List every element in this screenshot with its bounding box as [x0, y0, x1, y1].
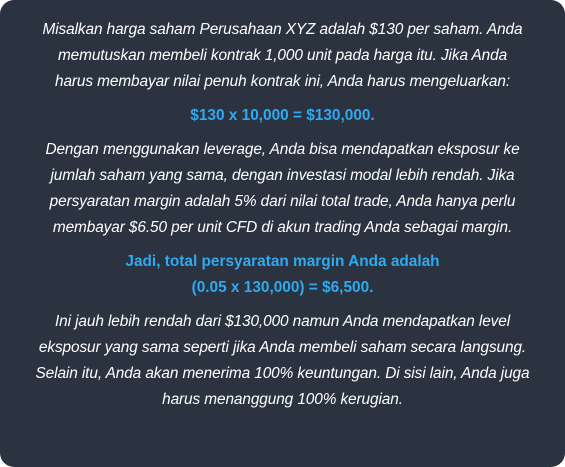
- text-line: Dengan menggunakan leverage, Anda bisa mendapatkan eksposur ke: [45, 141, 520, 158]
- text-line: Selain itu, Anda akan menerima 100% keuntungan. Di sisi lain, Anda juga: [35, 365, 530, 382]
- highlight-line: (0.05 x 130,000) = $6,500.: [191, 279, 374, 296]
- leverage-paragraph: [18, 137, 547, 241]
- text-line: eksposur yang sama seperti jika Anda membeli saham secara langsung.: [38, 339, 527, 356]
- text-line: memutuskan membeli kontrak 1,000 unit pada harga itu. Jika Anda: [57, 47, 508, 64]
- text-line: harus membayar nilai penuh kontrak ini, Anda harus mengeluarkan:: [54, 73, 510, 90]
- margin-calculation: [18, 249, 547, 301]
- highlight-line: Jadi, total persyaratan margin Anda adalah: [125, 253, 440, 270]
- text-line: harus menanggung 100% kerugian.: [162, 391, 403, 408]
- full-cost-calculation: [18, 103, 547, 129]
- highlight-line: $130 x 10,000 = $130,000.: [190, 107, 375, 124]
- text-line: membayar $6.50 per unit CFD di akun trading Anda sebagai margin.: [52, 219, 513, 236]
- conclusion-paragraph: [18, 309, 547, 413]
- text-line: persyaratan margin adalah 5% dari nilai total trade, Anda hanya perlu: [49, 193, 516, 210]
- intro-paragraph: [18, 17, 547, 95]
- text-line: Ini jauh lebih rendah dari $130,000 namun Anda mendapatkan level: [54, 313, 511, 330]
- text-line: jumlah saham yang sama, dengan investasi modal lebih rendah. Jika: [50, 167, 515, 184]
- text-line: Misalkan harga saham Perusahaan XYZ adalah $130 per saham. Anda: [42, 21, 523, 38]
